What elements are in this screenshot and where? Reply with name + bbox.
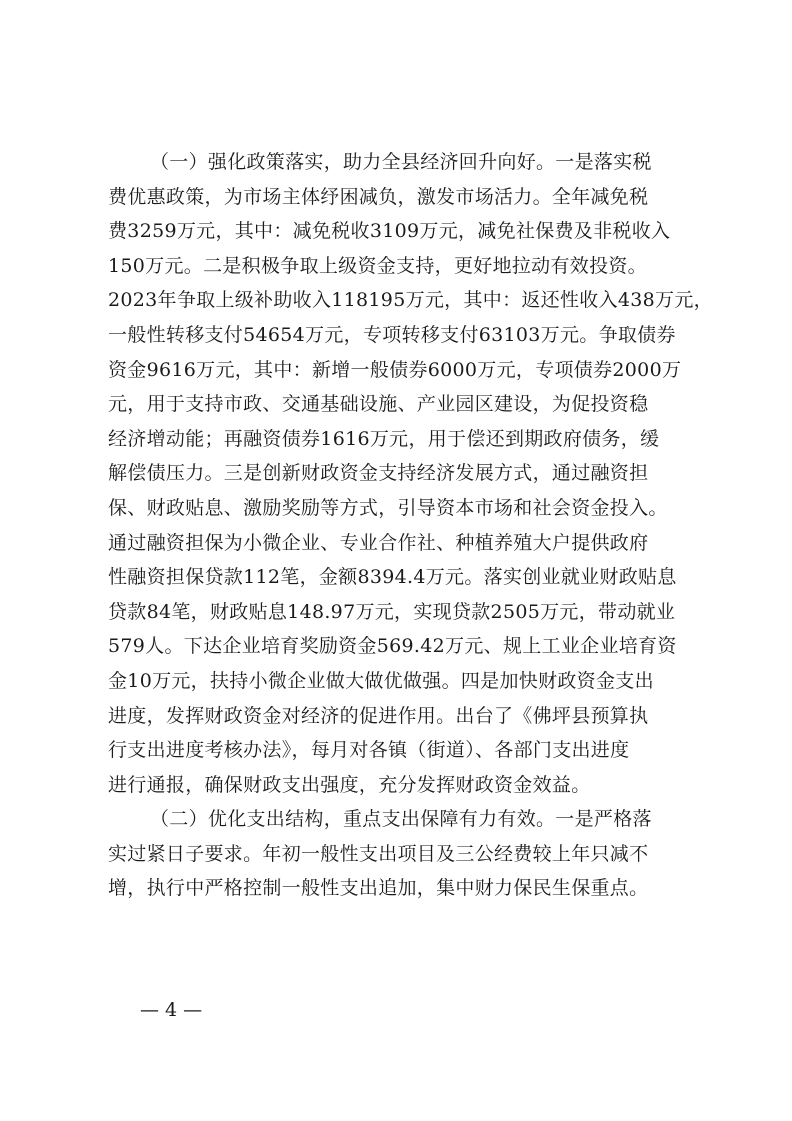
paragraph-1-line-14: 贷款84笔，财政贴息148.97万元，实现贷款2505万元，带动就业: [108, 600, 676, 623]
paragraph-1-line-9: 经济增动能；再融资债券1616万元，用于偿还到期政府债务，缓: [108, 427, 660, 450]
paragraph-1-line-19: 进行通报，确保财政支出强度，充分发挥财政资金效益。: [108, 773, 591, 796]
paragraph-1-line-8: 元，用于支持市政、交通基础设施、产业园区建设，为促投资稳: [108, 393, 649, 416]
paragraph-1-line-4: 150万元。二是积极争取上级资金支持，更好地拉动有效投资。: [108, 254, 647, 277]
paragraph-1-line-16: 金10万元，扶持小微企业做大做优做强。四是加快财政资金支出: [108, 669, 654, 692]
paragraph-2-line-3: 增，执行中严格控制一般性支出追加，集中财力保民生保重点。: [108, 877, 649, 900]
paragraph-2-line-2: 实过紧日子要求。年初一般性支出项目及三公经费较上年只减不: [108, 842, 649, 865]
paragraph-1-line-10: 解偿债压力。三是创新财政资金支持经济发展方式，通过融资担: [108, 462, 649, 485]
paragraph-1-line-7: 资金9616万元，其中：新增一般债券6000万元，专项债券2000万: [108, 358, 682, 381]
paragraph-1-line-12: 通过融资担保为小微企业、专业合作社、种植养殖大户提供政府: [108, 531, 649, 554]
paragraph-1-line-11: 保、财政贴息、激励奖励等方式，引导资本市场和社会资金投入。: [108, 496, 668, 519]
body-text: [108, 145, 713, 906]
page-number: — 4 —: [140, 999, 203, 1021]
paragraph-1-line-2: 费优惠政策，为市场主体纾困减负，激发市场活力。全年减免税: [108, 185, 649, 208]
paragraph-1-line-5: 2023年争取上级补助收入118195万元，其中：返还性收入438万元，: [108, 289, 713, 312]
paragraph-1-line-15: 579人。下达企业培育奖励资金569.42万元、规上工业企业培育资: [108, 635, 677, 658]
paragraph-1-line-17: 进度，发挥财政资金对经济的促进作用。出台了《佛坪县预算执: [108, 704, 649, 727]
paragraph-1-line-13: 性融资担保贷款112笔，金额8394.4万元。落实创业就业财政贴息: [108, 566, 677, 589]
paragraph-1-line-6: 一般性转移支付54654万元，专项转移支付63103万元。争取债券: [108, 323, 676, 346]
paragraph-1-line-18: 行支出进度考核办法》，每月对各镇（街道）、各部门支出进度: [108, 739, 630, 762]
paragraph-1-line-3: 费3259万元，其中：减免税收3109万元，减免社保费及非税收入: [108, 220, 671, 243]
paragraph-2-line-1: （二）优化支出结构，重点支出保障有力有效。一是严格落: [150, 808, 652, 831]
paragraph-1-line-1: （一）强化政策落实，助力全县经济回升向好。一是落实税: [150, 151, 652, 173]
